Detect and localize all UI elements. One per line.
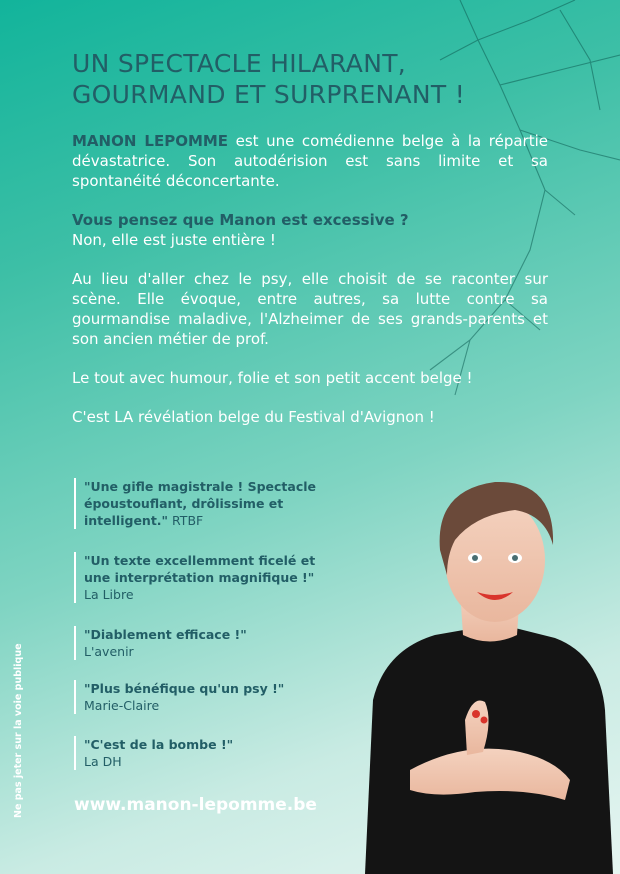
litter-notice: Ne pas jeter sur la voie publique bbox=[13, 643, 24, 818]
headline-line-1: UN SPECTACLE HILARANT, bbox=[72, 49, 407, 78]
quote-source: Marie-Claire bbox=[84, 698, 160, 713]
quote-text: "Plus bénéfique qu'un psy !" bbox=[84, 681, 285, 696]
press-quote bbox=[74, 478, 344, 529]
quote-source: La DH bbox=[84, 754, 122, 769]
press-quote bbox=[74, 736, 233, 770]
quote-source: RTBF bbox=[168, 513, 204, 528]
avignon-paragraph: C'est LA révélation belge du Festival d'Avignon ! bbox=[72, 408, 435, 426]
quote-source: L'avenir bbox=[84, 644, 134, 659]
description bbox=[72, 131, 548, 446]
website-link[interactable]: www.manon-lepomme.be bbox=[74, 795, 317, 815]
press-quote bbox=[74, 626, 247, 660]
press-quote bbox=[74, 680, 284, 714]
quote-source: La Libre bbox=[84, 587, 134, 602]
performer-photo bbox=[355, 470, 620, 874]
headline bbox=[72, 48, 592, 110]
quote-text: "Un texte excellemment ficelé et une interprétation magnifique !" bbox=[84, 553, 316, 585]
quote-text: "C'est de la bombe !" bbox=[84, 737, 234, 752]
question-answer: Non, elle est juste entière ! bbox=[72, 231, 276, 249]
intro-text: est une comédienne belge à la répartie dévastatrice. Son autodérision est sans limite et sa spontanéité déconcertante. bbox=[72, 132, 548, 190]
humour-paragraph: Le tout avec humour, folie et son petit accent belge ! bbox=[72, 369, 473, 387]
intro-paragraph bbox=[72, 131, 548, 191]
headline-line-2: GOURMAND ET SURPRENANT ! bbox=[72, 80, 466, 109]
press-quote bbox=[74, 552, 344, 603]
quote-text: "Diablement efficace !" bbox=[84, 627, 247, 642]
question-bold: Vous pensez que Manon est excessive ? bbox=[72, 211, 409, 229]
question-paragraph bbox=[72, 210, 548, 250]
psy-paragraph: Au lieu d'aller chez le psy, elle choisit de se raconter sur scène. Elle évoque, entre autres, sa lutte contre sa gourmandise maladive, l'Alzheimer de ses grands-parents et son ancien métier de prof. bbox=[72, 270, 548, 348]
quote-text: "Une gifle magistrale ! Spectacle époustouflant, drôlissime et intelligent." bbox=[84, 479, 317, 528]
performer-name: MANON LEPOMME bbox=[72, 132, 229, 150]
